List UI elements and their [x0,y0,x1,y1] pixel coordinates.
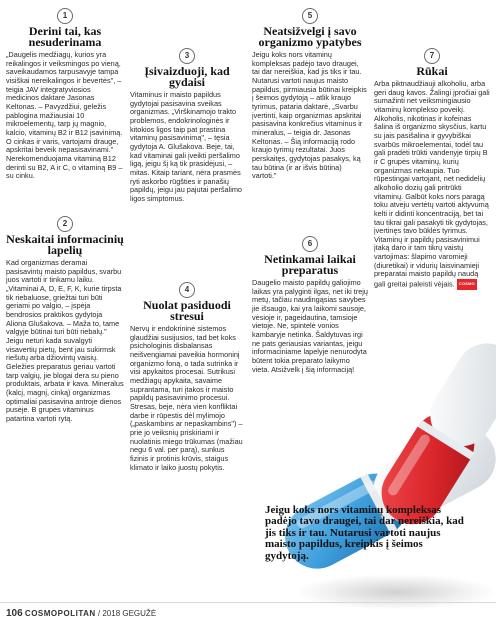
section-7 [374,48,490,290]
issue-date: / 2018 GEGUŽĖ [97,609,157,618]
section-title: Neskaitai informacinių lapelių [6,232,124,257]
section-number-badge: 7 [424,48,440,64]
section-title: Įsivaizduoji, kad gydaisi [144,64,230,89]
page-number: 106 [6,608,23,619]
section-5 [252,8,368,181]
section-body: Arba piktnaudžiauji alkoholiu, arba geri daug kavos. Žalingi įpročiai gali sumažinti net veiksmingiausio vitaminų komplekso poveikį. Alkoholis, nikotinas ir kofeinas šalina iš organizmo skysčius, kartu su jais pasišalina ir gyvybiškai svarbūs mikroelementai, todėl tau gali pradėti trūkti vandenyje tirpių B ir C grupės vitaminų, kurių organizmas nekaupia. Tuo rūpestingai vartojant, net nedidelių alkoholio dozių gali pritrūkti vitaminų. Galbūt koks nors paragą toku atveju vertėtų vartoti aktyvumą kelti ir didinti koncentraciją, bet tai tau tikrai gali pasakyti tik gydytojas, įvertinęs tavo būklės tyrimus. Vitaminų ir papildų pasisavinimui įtaką daro ir tam tikrų vaistų vartojimas: šlapimo varomieji (diuretikai) ir vidurių laisvinamieji preparatai maisto papildų naudą gali greitai paleisti vėjais. [374,79,490,289]
section-4 [130,282,244,472]
section-title: Rūkai [416,64,448,78]
cosmo-end-tag: COSMO [457,279,477,290]
section-3 [130,48,244,204]
section-2 [6,216,124,423]
footer-divider [0,602,496,603]
section-body: Nervų ir endokrininė sistemos glaudžiai susijusios, tad bet koks psichologinis disbalansas neišvengiamai paveikia hormoninį organizmo foną, o tada sutrinka ir visi apykaitos procesai. Sutrikusi medžiagų apykaita, savaime suprantama, turi įtakos ir maisto papildų pasisavinimo procesui. Stresas, beje, nėra vien konfliktai darbe ir rūpestis dėl mylimojo („paskambins ar nepaskambins") – prie jo veiksnių priskiriami ir nuolatinis miego trūkumas (mažiau negu 6 val. per parą), sunkus fizinis ir protinis krūvis, staigus klimato ir laiko juostų pokytis. [130,324,243,472]
section-body: Jeigu koks nors vitaminų kompleksas padėjo tavo draugei, tai dar nereiškia, kad jis tiks ir tau. Nutarusi vartoti naujus maisto papildus, pirmiausia būtinai kreipkis į šeimos gydytoją – atlik kraujo tyrimus, pataria daktarė, „Svarbu įvertinti, kaip organizmas apskritai pasisavina konkrečius vitaminus ir mineralus, – teigia dr. Jasonas Keltonas. – Šią informaciją rodo kraujo tyrimų rezultatai. Juos perskaitęs, gydytojas pasakys, ką tau būtina (ir ar išvis būtina) vartoti." [252,50,367,181]
magazine-name: COSMOPOLITAN [24,609,96,618]
section-number-badge: 2 [57,216,73,232]
section-number-badge: 6 [302,236,318,252]
section-body: „Daugelis medžiagų, kurios yra reikalingos ir veiksmingos po vieną, saveikaudamos tarpusavyje tampa visiškai nereikalingos ir bevertės", – teigia JAV integratyviosios medicinos daktarė Jasonas Keltonas. – Pavyzdžiui, geležis pablogina mažiausiai 10 mikroelementų, tarp jų magnio, kalcio, vitaminų B2 ir B12 įsavinimą. O cinkas ir varis, vartojami drauge, apskritai beveik nepasisavinami." Nerekomenduojama vitaminą B12 derinti su B2, A ir C, o vitaminą B9 – su cinku. [6,50,123,181]
section-number-badge: 5 [302,8,318,24]
section-number-badge: 1 [57,8,73,24]
section-title: Netinkamai laikai preparatus [264,252,356,277]
section-body: Daugelio maisto papildų galiojimo laikas yra palyginti ilgas, net iki trejų metų, tačiau naudingąsias savybes jie išsaugo, kai yra laikomi sausoje, vėsioje ir, pageidautina, tamsioje vietoje. Ne, spintelė vonios kambaryje netinka. Šaldytuvas irgi ne pats geriausias variantas, jeigu informaciniame lapelyje nenurodyta būtent tokia preparato laikymo vieta. Atsižvelk į šią informaciją! [252,278,368,374]
section-body: Vitaminus ir maisto papildus gydytojai pasisavina sveikas organizmas. „Virškinamojo trakto problemos, endokrinologinės ir kitokios ligos taip pat prastina vitaminų pasisavinimą", – tęsia gydytoja A. Glušakova. Beje, tai, kad vitaminai gali įveikti peršalimo ligą, jeigu šį ką tik prasidėjusi, – mitas. Kitaip tariant, nėra prasmės ryti askorbo rūgšties ir panašių papildų, jeigu jau pajutai peršalimo ligos simptomus. [130,90,242,203]
section-number-badge: 3 [179,48,195,64]
capsule-pill-illustration [236,330,496,630]
pull-quote: Jeigu koks nors vitaminų kompleksas padėjo tavo draugei, tai dar nereiškia, kad jis tiks ir tau. Nutarusi vartoti naujus maisto papildus, kreipkis į šeimos gydytoją. [265,504,464,562]
section-1 [6,8,124,181]
section-body: Kad organizmas deramai pasisavintų maisto papildus, svarbu juos vartoti ir tinkamu laiku. „Vitaminai A, D, E, F, K, kurie tirpsta tik riebaluose, griežtai turi būti geriami po valgio, – įspėja bendrosios praktikos gydytoja Aliona Glušakova. – Maža to, tame valgyje būtinai turi būti riebalų." Jeigu neturi kada suvalgyti visavertių pietų, bent jau sukirmsk riešutų arba džiovintų vaisių. Geležies preparatus geriau vartoti tarp valgių, jie blogai dera su pieno produktais, arbata ir kava. Mineralus (kalcį, magnį, cinką) organizmas optimaliai pasisavina antroje dienos pusėje. B grupės vitaminus patartina vartoti rytą. [6,258,124,423]
page-footer [6,608,156,619]
section-title: Nuolat pasiduodi stresui [143,298,231,323]
section-title: Derini tai, kas nesuderinama [28,24,102,49]
section-number-badge: 4 [179,282,195,298]
section-title: Neatsižvelgi į savo organizmo ypatybes [258,24,362,49]
